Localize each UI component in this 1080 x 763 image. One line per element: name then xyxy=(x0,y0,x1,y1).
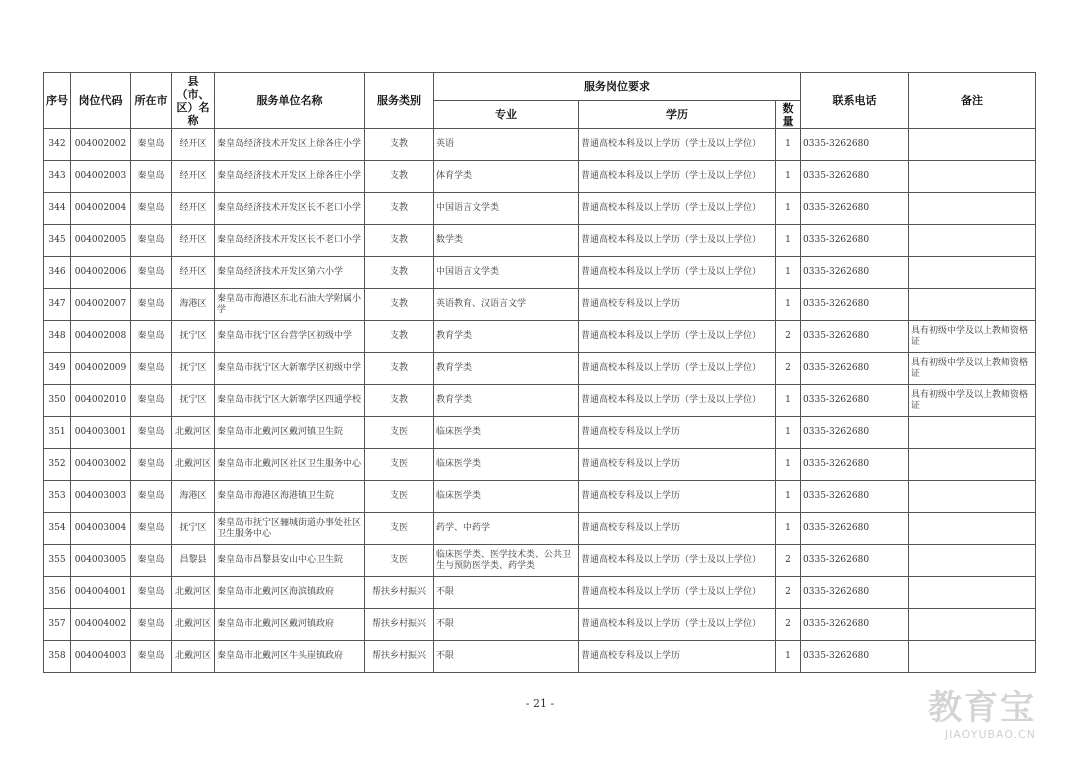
cell-city: 秦皇岛 xyxy=(131,513,172,545)
table-row xyxy=(44,193,1036,225)
cell-service-type: 支教 xyxy=(365,161,434,193)
cell-count: 2 xyxy=(776,577,801,609)
cell-education: 普通高校本科及以上学历（学士及以上学位） xyxy=(579,545,776,577)
cell-remark xyxy=(909,161,1036,193)
cell-education: 普通高校本科及以上学历（学士及以上学位） xyxy=(579,321,776,353)
cell-education: 普通高校专科及以上学历 xyxy=(579,641,776,673)
cell-seq: 348 xyxy=(44,321,71,353)
cell-unit-name: 秦皇岛市北戴河区牛头崖镇政府 xyxy=(215,641,365,673)
cell-phone: 0335-3262680 xyxy=(801,321,909,353)
cell-count: 2 xyxy=(776,609,801,641)
cell-phone: 0335-3262680 xyxy=(801,513,909,545)
cell-major: 英语教育、汉语言文学 xyxy=(434,289,579,321)
cell-education: 普通高校专科及以上学历 xyxy=(579,417,776,449)
page-number: - 21 - xyxy=(525,697,555,710)
cell-service-type: 帮扶乡村振兴 xyxy=(365,609,434,641)
cell-unit-name: 秦皇岛经济技术开发区长不老口小学 xyxy=(215,225,365,257)
cell-unit-name: 秦皇岛市抚宁区台营学区初级中学 xyxy=(215,321,365,353)
cell-county: 经开区 xyxy=(172,257,215,289)
cell-major: 临床医学类 xyxy=(434,449,579,481)
watermark-logo xyxy=(876,690,1036,741)
cell-education: 普通高校专科及以上学历 xyxy=(579,481,776,513)
cell-city: 秦皇岛 xyxy=(131,257,172,289)
cell-unit-name: 秦皇岛经济技术开发区上徐各庄小学 xyxy=(215,161,365,193)
cell-count: 1 xyxy=(776,193,801,225)
cell-remark: 具有初级中学及以上教师资格证 xyxy=(909,353,1036,385)
cell-city: 秦皇岛 xyxy=(131,225,172,257)
cell-unit-name: 秦皇岛市海港区东北石油大学附属小学 xyxy=(215,289,365,321)
cell-county: 昌黎县 xyxy=(172,545,215,577)
cell-unit-name: 秦皇岛市北戴河区戴河镇卫生院 xyxy=(215,417,365,449)
cell-remark xyxy=(909,257,1036,289)
cell-service-type: 支教 xyxy=(365,257,434,289)
cell-major: 临床医学类、医学技术类、公共卫生与预防医学类、药学类 xyxy=(434,545,579,577)
cell-service-type: 支医 xyxy=(365,513,434,545)
table-row xyxy=(44,545,1036,577)
cell-remark xyxy=(909,225,1036,257)
cell-count: 1 xyxy=(776,641,801,673)
cell-count: 1 xyxy=(776,449,801,481)
cell-phone: 0335-3262680 xyxy=(801,193,909,225)
cell-city: 秦皇岛 xyxy=(131,417,172,449)
cell-unit-name: 秦皇岛市昌黎县安山中心卫生院 xyxy=(215,545,365,577)
cell-service-type: 支医 xyxy=(365,449,434,481)
table-header xyxy=(44,73,1036,129)
cell-major: 中国语言文学类 xyxy=(434,193,579,225)
cell-unit-name: 秦皇岛经济技术开发区第六小学 xyxy=(215,257,365,289)
table-row xyxy=(44,481,1036,513)
cell-unit-name: 秦皇岛市抚宁区骊城街道办事处社区卫生服务中心 xyxy=(215,513,365,545)
cell-count: 1 xyxy=(776,129,801,161)
cell-education: 普通高校专科及以上学历 xyxy=(579,289,776,321)
cell-remark xyxy=(909,513,1036,545)
cell-seq: 353 xyxy=(44,481,71,513)
cell-major: 不限 xyxy=(434,641,579,673)
cell-post-code: 004003003 xyxy=(71,481,131,513)
header-phone: 联系电话 xyxy=(801,73,909,129)
table-body xyxy=(44,129,1036,673)
header-count: 数量 xyxy=(776,101,801,129)
cell-count: 2 xyxy=(776,321,801,353)
cell-county: 抚宁区 xyxy=(172,385,215,417)
cell-count: 1 xyxy=(776,289,801,321)
cell-seq: 358 xyxy=(44,641,71,673)
cell-county: 北戴河区 xyxy=(172,609,215,641)
cell-service-type: 支医 xyxy=(365,417,434,449)
cell-city: 秦皇岛 xyxy=(131,385,172,417)
cell-service-type: 支教 xyxy=(365,225,434,257)
cell-major: 教育学类 xyxy=(434,321,579,353)
header-county: 县（市、区）名称 xyxy=(172,73,215,129)
cell-count: 1 xyxy=(776,385,801,417)
cell-seq: 351 xyxy=(44,417,71,449)
cell-remark xyxy=(909,417,1036,449)
header-seq: 序号 xyxy=(44,73,71,129)
cell-major: 药学、中药学 xyxy=(434,513,579,545)
cell-service-type: 支教 xyxy=(365,321,434,353)
cell-county: 抚宁区 xyxy=(172,513,215,545)
table-row xyxy=(44,257,1036,289)
cell-post-code: 004002003 xyxy=(71,161,131,193)
cell-seq: 343 xyxy=(44,161,71,193)
cell-city: 秦皇岛 xyxy=(131,641,172,673)
cell-post-code: 004003001 xyxy=(71,417,131,449)
cell-county: 经开区 xyxy=(172,225,215,257)
cell-count: 2 xyxy=(776,545,801,577)
cell-major: 临床医学类 xyxy=(434,481,579,513)
cell-service-type: 支教 xyxy=(365,289,434,321)
cell-remark xyxy=(909,129,1036,161)
cell-post-code: 004002006 xyxy=(71,257,131,289)
cell-education: 普通高校专科及以上学历 xyxy=(579,449,776,481)
cell-seq: 357 xyxy=(44,609,71,641)
cell-major: 体育学类 xyxy=(434,161,579,193)
cell-unit-name: 秦皇岛市海港区海港镇卫生院 xyxy=(215,481,365,513)
header-unit-name: 服务单位名称 xyxy=(215,73,365,129)
cell-county: 抚宁区 xyxy=(172,321,215,353)
table-row xyxy=(44,513,1036,545)
cell-education: 普通高校本科及以上学历（学士及以上学位） xyxy=(579,577,776,609)
watermark-url: JIAOYUBAO.CN xyxy=(944,728,1036,741)
header-major: 专业 xyxy=(434,101,579,129)
cell-service-type: 支教 xyxy=(365,193,434,225)
watermark-brand: 教育宝 xyxy=(928,688,1036,728)
cell-phone: 0335-3262680 xyxy=(801,545,909,577)
cell-post-code: 004004002 xyxy=(71,609,131,641)
cell-count: 1 xyxy=(776,225,801,257)
cell-county: 海港区 xyxy=(172,481,215,513)
cell-service-type: 支教 xyxy=(365,385,434,417)
cell-city: 秦皇岛 xyxy=(131,481,172,513)
table-row xyxy=(44,641,1036,673)
cell-service-type: 支医 xyxy=(365,481,434,513)
cell-seq: 355 xyxy=(44,545,71,577)
cell-county: 北戴河区 xyxy=(172,641,215,673)
cell-remark xyxy=(909,545,1036,577)
cell-unit-name: 秦皇岛经济技术开发区长不老口小学 xyxy=(215,193,365,225)
cell-service-type: 支教 xyxy=(365,129,434,161)
cell-education: 普通高校本科及以上学历（学士及以上学位） xyxy=(579,225,776,257)
cell-education: 普通高校本科及以上学历（学士及以上学位） xyxy=(579,385,776,417)
cell-count: 1 xyxy=(776,417,801,449)
cell-county: 海港区 xyxy=(172,289,215,321)
cell-major: 不限 xyxy=(434,577,579,609)
cell-post-code: 004003005 xyxy=(71,545,131,577)
cell-phone: 0335-3262680 xyxy=(801,225,909,257)
cell-remark xyxy=(909,481,1036,513)
cell-post-code: 004004001 xyxy=(71,577,131,609)
cell-remark xyxy=(909,609,1036,641)
cell-post-code: 004003004 xyxy=(71,513,131,545)
cell-seq: 346 xyxy=(44,257,71,289)
cell-county: 北戴河区 xyxy=(172,449,215,481)
cell-education: 普通高校本科及以上学历（学士及以上学位） xyxy=(579,353,776,385)
cell-major: 教育学类 xyxy=(434,353,579,385)
table-row xyxy=(44,289,1036,321)
cell-major: 教育学类 xyxy=(434,385,579,417)
cell-phone: 0335-3262680 xyxy=(801,353,909,385)
cell-remark xyxy=(909,289,1036,321)
cell-post-code: 004002010 xyxy=(71,385,131,417)
table-row xyxy=(44,385,1036,417)
table-row xyxy=(44,161,1036,193)
cell-phone: 0335-3262680 xyxy=(801,161,909,193)
table-row xyxy=(44,577,1036,609)
table-row xyxy=(44,353,1036,385)
table-row xyxy=(44,225,1036,257)
cell-remark: 具有初级中学及以上教师资格证 xyxy=(909,321,1036,353)
cell-seq: 349 xyxy=(44,353,71,385)
cell-education: 普通高校本科及以上学历（学士及以上学位） xyxy=(579,193,776,225)
cell-remark xyxy=(909,641,1036,673)
cell-phone: 0335-3262680 xyxy=(801,385,909,417)
header-post-code: 岗位代码 xyxy=(71,73,131,129)
cell-seq: 344 xyxy=(44,193,71,225)
cell-county: 抚宁区 xyxy=(172,353,215,385)
cell-phone: 0335-3262680 xyxy=(801,481,909,513)
cell-unit-name: 秦皇岛经济技术开发区上徐各庄小学 xyxy=(215,129,365,161)
cell-service-type: 帮扶乡村振兴 xyxy=(365,577,434,609)
cell-post-code: 004002009 xyxy=(71,353,131,385)
cell-county: 经开区 xyxy=(172,129,215,161)
cell-post-code: 004002005 xyxy=(71,225,131,257)
cell-unit-name: 秦皇岛市北戴河区社区卫生服务中心 xyxy=(215,449,365,481)
cell-count: 2 xyxy=(776,353,801,385)
cell-city: 秦皇岛 xyxy=(131,545,172,577)
cell-count: 1 xyxy=(776,257,801,289)
table-row xyxy=(44,129,1036,161)
cell-major: 临床医学类 xyxy=(434,417,579,449)
cell-post-code: 004002002 xyxy=(71,129,131,161)
cell-seq: 352 xyxy=(44,449,71,481)
cell-city: 秦皇岛 xyxy=(131,161,172,193)
cell-count: 1 xyxy=(776,513,801,545)
cell-city: 秦皇岛 xyxy=(131,609,172,641)
header-city: 所在市 xyxy=(131,73,172,129)
cell-education: 普通高校本科及以上学历（学士及以上学位） xyxy=(579,609,776,641)
cell-remark xyxy=(909,193,1036,225)
cell-unit-name: 秦皇岛市抚宁区大新寨学区四通学校 xyxy=(215,385,365,417)
cell-seq: 347 xyxy=(44,289,71,321)
cell-education: 普通高校本科及以上学历（学士及以上学位） xyxy=(579,161,776,193)
cell-major: 数学类 xyxy=(434,225,579,257)
cell-seq: 356 xyxy=(44,577,71,609)
cell-service-type: 支教 xyxy=(365,353,434,385)
cell-city: 秦皇岛 xyxy=(131,129,172,161)
cell-post-code: 004002007 xyxy=(71,289,131,321)
table-row xyxy=(44,609,1036,641)
cell-remark xyxy=(909,449,1036,481)
cell-post-code: 004004003 xyxy=(71,641,131,673)
cell-post-code: 004002004 xyxy=(71,193,131,225)
table-row xyxy=(44,321,1036,353)
cell-seq: 342 xyxy=(44,129,71,161)
cell-service-type: 帮扶乡村振兴 xyxy=(365,641,434,673)
header-service-type: 服务类别 xyxy=(365,73,434,129)
cell-city: 秦皇岛 xyxy=(131,449,172,481)
cell-phone: 0335-3262680 xyxy=(801,641,909,673)
cell-post-code: 004002008 xyxy=(71,321,131,353)
cell-major: 英语 xyxy=(434,129,579,161)
cell-phone: 0335-3262680 xyxy=(801,577,909,609)
cell-phone: 0335-3262680 xyxy=(801,417,909,449)
cell-county: 北戴河区 xyxy=(172,417,215,449)
cell-education: 普通高校本科及以上学历（学士及以上学位） xyxy=(579,129,776,161)
cell-count: 1 xyxy=(776,481,801,513)
cell-phone: 0335-3262680 xyxy=(801,289,909,321)
cell-remark xyxy=(909,577,1036,609)
cell-major: 中国语言文学类 xyxy=(434,257,579,289)
header-requirements: 服务岗位要求 xyxy=(434,73,801,101)
cell-education: 普通高校专科及以上学历 xyxy=(579,513,776,545)
cell-city: 秦皇岛 xyxy=(131,353,172,385)
cell-phone: 0335-3262680 xyxy=(801,449,909,481)
cell-city: 秦皇岛 xyxy=(131,193,172,225)
cell-county: 北戴河区 xyxy=(172,577,215,609)
cell-post-code: 004003002 xyxy=(71,449,131,481)
cell-unit-name: 秦皇岛市北戴河区海滨镇政府 xyxy=(215,577,365,609)
cell-phone: 0335-3262680 xyxy=(801,609,909,641)
cell-city: 秦皇岛 xyxy=(131,321,172,353)
cell-unit-name: 秦皇岛市北戴河区戴河镇政府 xyxy=(215,609,365,641)
cell-major: 不限 xyxy=(434,609,579,641)
cell-seq: 345 xyxy=(44,225,71,257)
header-remark: 备注 xyxy=(909,73,1036,129)
table-row xyxy=(44,417,1036,449)
cell-city: 秦皇岛 xyxy=(131,289,172,321)
post-table xyxy=(43,72,1036,673)
cell-service-type: 支医 xyxy=(365,545,434,577)
cell-county: 经开区 xyxy=(172,161,215,193)
cell-seq: 350 xyxy=(44,385,71,417)
cell-seq: 354 xyxy=(44,513,71,545)
header-education: 学历 xyxy=(579,101,776,129)
cell-phone: 0335-3262680 xyxy=(801,129,909,161)
cell-education: 普通高校本科及以上学历（学士及以上学位） xyxy=(579,257,776,289)
table-row xyxy=(44,449,1036,481)
cell-city: 秦皇岛 xyxy=(131,577,172,609)
cell-unit-name: 秦皇岛市抚宁区大新寨学区初级中学 xyxy=(215,353,365,385)
cell-count: 1 xyxy=(776,161,801,193)
cell-county: 经开区 xyxy=(172,193,215,225)
cell-phone: 0335-3262680 xyxy=(801,257,909,289)
cell-remark: 具有初级中学及以上教师资格证 xyxy=(909,385,1036,417)
